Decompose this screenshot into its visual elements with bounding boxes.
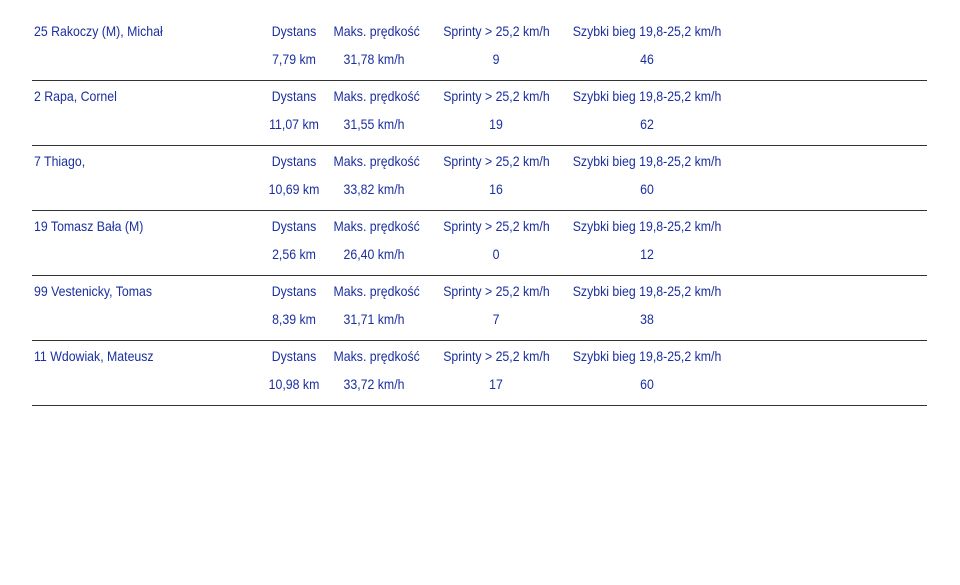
distance-label: Dystans <box>271 88 317 104</box>
distance-value: 7,79 km <box>272 51 316 67</box>
sprints-label: Sprinty > 25,2 km/h <box>443 88 550 104</box>
max-speed-label: Maks. prędkość <box>333 218 420 234</box>
max-speed-value: 31,78 km/h <box>343 51 405 67</box>
distance-label: Dystans <box>271 218 317 234</box>
player-name: 99 Vestenicky, Tomas <box>34 283 153 299</box>
fast-runs-label: Szybki bieg 19,8-25,2 km/h <box>572 23 722 39</box>
player-row <box>32 16 927 81</box>
player-row <box>32 81 927 146</box>
player-name: 2 Rapa, Cornel <box>34 88 117 104</box>
fast-runs-value: 60 <box>640 181 654 197</box>
distance-value: 2,56 km <box>272 246 316 262</box>
player-row <box>32 341 927 406</box>
sprints-value: 7 <box>492 311 500 327</box>
sprints-value: 19 <box>489 116 503 132</box>
distance-label: Dystans <box>271 153 317 169</box>
distance-value: 10,98 km <box>268 376 320 392</box>
fast-runs-label: Szybki bieg 19,8-25,2 km/h <box>572 283 722 299</box>
fast-runs-value: 62 <box>640 116 654 132</box>
player-stats-list <box>32 16 927 406</box>
player-name: 25 Rakoczy (M), Michał <box>34 23 163 39</box>
player-row <box>32 146 927 211</box>
max-speed-value: 31,55 km/h <box>343 116 405 132</box>
sprints-label: Sprinty > 25,2 km/h <box>443 283 550 299</box>
player-row <box>32 276 927 341</box>
max-speed-value: 31,71 km/h <box>343 311 405 327</box>
max-speed-label: Maks. prędkość <box>333 153 420 169</box>
sprints-label: Sprinty > 25,2 km/h <box>443 23 550 39</box>
sprints-value: 17 <box>489 376 503 392</box>
sprints-value: 16 <box>489 181 503 197</box>
player-name: 7 Thiago, <box>34 153 86 169</box>
fast-runs-label: Szybki bieg 19,8-25,2 km/h <box>572 348 722 364</box>
fast-runs-value: 60 <box>640 376 654 392</box>
player-name: 11 Wdowiak, Mateusz <box>34 348 154 364</box>
distance-value: 10,69 km <box>268 181 320 197</box>
distance-value: 8,39 km <box>272 311 316 327</box>
max-speed-value: 33,72 km/h <box>343 376 405 392</box>
max-speed-value: 26,40 km/h <box>343 246 405 262</box>
distance-label: Dystans <box>271 23 317 39</box>
max-speed-label: Maks. prędkość <box>333 88 420 104</box>
max-speed-label: Maks. prędkość <box>333 23 420 39</box>
sprints-value: 0 <box>492 246 500 262</box>
fast-runs-value: 46 <box>640 51 654 67</box>
distance-label: Dystans <box>271 348 317 364</box>
fast-runs-label: Szybki bieg 19,8-25,2 km/h <box>572 88 722 104</box>
sprints-label: Sprinty > 25,2 km/h <box>443 348 550 364</box>
max-speed-label: Maks. prędkość <box>333 283 420 299</box>
sprints-value: 9 <box>492 51 500 67</box>
max-speed-label: Maks. prędkość <box>333 348 420 364</box>
max-speed-value: 33,82 km/h <box>343 181 405 197</box>
sprints-label: Sprinty > 25,2 km/h <box>443 218 550 234</box>
fast-runs-value: 38 <box>640 311 654 327</box>
fast-runs-value: 12 <box>640 246 654 262</box>
distance-value: 11,07 km <box>269 116 319 132</box>
fast-runs-label: Szybki bieg 19,8-25,2 km/h <box>572 218 722 234</box>
sprints-label: Sprinty > 25,2 km/h <box>443 153 550 169</box>
player-name: 19 Tomasz Bała (M) <box>34 218 144 234</box>
fast-runs-label: Szybki bieg 19,8-25,2 km/h <box>572 153 722 169</box>
player-row <box>32 211 927 276</box>
distance-label: Dystans <box>271 283 317 299</box>
